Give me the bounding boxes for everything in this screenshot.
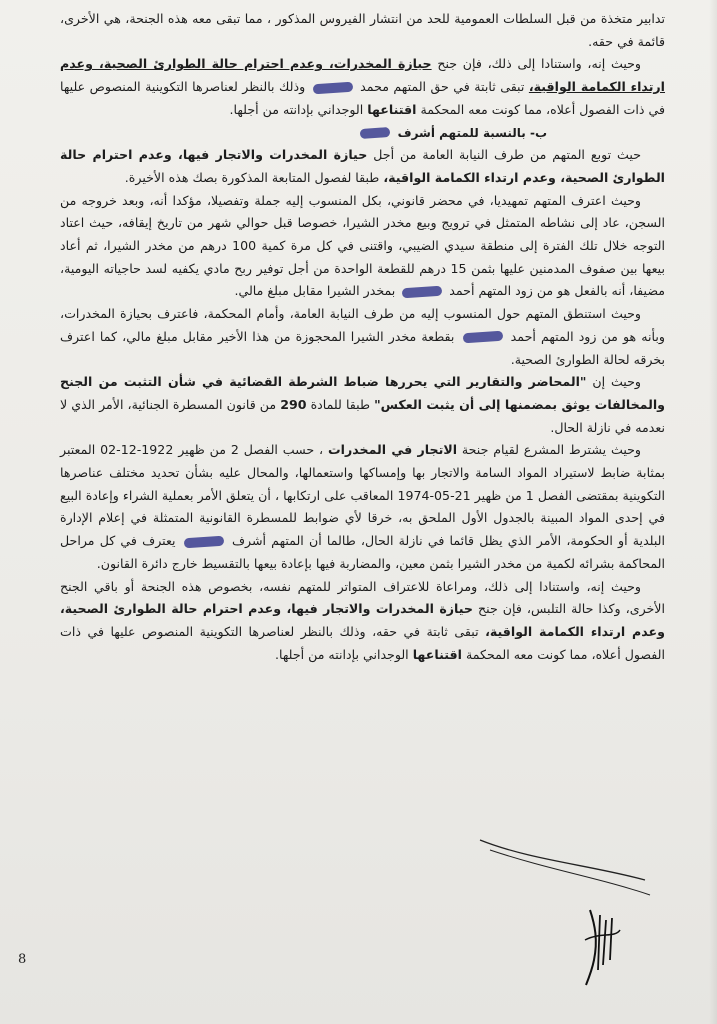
bold-charges: حيازة المخدرات، وعدم احترام حالة الطوارئ الصحية، وعدم ارتداء الكمامة الواقية،	[60, 56, 665, 95]
paragraph-2	[60, 144, 665, 189]
signature-icon	[470, 820, 660, 990]
subheading-text: ب- بالنسبة للمتهم أشرف	[397, 125, 547, 140]
text: طبقا لفصول المتابعة المذكورة بصك هذه الأخيرة.	[124, 169, 380, 185]
text: يعترف في كل مراحل المحاكمة بشرائه لكمية من مخدر الشيرا بثمن معين، والمضاربة فيها بإعادة بيعها بالتقسيط خارج دائرة القانون.	[60, 533, 665, 571]
text: الوجداني بإدانته من أجلها.	[229, 101, 364, 117]
article-number: 290	[280, 396, 307, 412]
handwritten-signature	[470, 820, 660, 990]
paragraph-4	[60, 303, 665, 371]
text: وحيث إنه، واستنادا إلى ذلك، ومراعاة للاعتراف المتواتر للمتهم نفسه، بخصوص هذه الجنحة أو باقي الجنح الأخرى، وكذا حالة التلبس، فإن جنح	[60, 578, 665, 617]
text: طبقا للمادة	[310, 396, 370, 412]
redaction-mark	[402, 286, 443, 299]
paragraph-0	[60, 8, 665, 53]
text: بمخدر الشيرا مقابل مبلغ مالي.	[234, 283, 396, 299]
paragraph-3	[60, 190, 665, 304]
text: بقطعة مخدر الشيرا المحجوزة من هذا الأخير مقابل مبلغ مالي، كما اعترف بخرقه لحالة الطوارئ الصحية.	[60, 328, 665, 367]
redaction-mark	[312, 81, 353, 94]
redaction-mark	[462, 331, 503, 344]
bold-term: اقتناعها	[412, 646, 462, 662]
text: من قانون المسطرة الجنائية، الأمر الذي لا نعدمه في نازلة الحال.	[60, 396, 665, 435]
bold-term: اقتناعها	[367, 101, 417, 117]
judgment-text	[60, 8, 665, 666]
paragraph-7	[60, 576, 665, 667]
text: تبقى ثابتة في حقه، وذلك بالنظر لعناصرها التكوينية المنصوص عليها في ذات الفصول أعلاه، مما كونت معه المحكمة	[60, 623, 665, 662]
text: وحيث إن	[592, 374, 641, 390]
bold-charge: الاتجار في المخدرات	[328, 442, 458, 458]
section-subheading	[60, 122, 665, 145]
text: تبقى ثابتة في حق المتهم محمد	[360, 79, 525, 95]
page-edge-shadow	[709, 0, 717, 1024]
bold-charges: حيازة المخدرات والاتجار فيها، وعدم احترام حالة الطوارئ الصحية، وعدم ارتداء الكمامة الواقية،	[60, 147, 665, 185]
text: وحيث إنه، واستنادا إلى ذلك، فإن جنح	[437, 56, 641, 72]
paragraph-1	[60, 53, 665, 121]
text: ، حسب الفصل 2 من ظهير 1922-12-02 المعتبر بمثابة ضابط لاستيراد المواد السامة والاتجار بها وإمساكها واستعمالها، والمحال عليه بشأن تحديد مختلف عناصرها التكوينية بمقتضى الفصل 1 من ظهير 21-05-1974 المعاقب على ارتكابها ، أن يتعلق الأمر بعملية الشراء وإعادة البيع في إحدى المواد المبينة بالجدول الأول الملحق به، خرقا لأي ضوابط للمسطرة القانونية المتمثلة في إعلام الإدارة البلدية أو الحكومة، الأمر الذي يظل قائما في نازلة الحال، طالما أن المتهم أشرف	[60, 442, 665, 549]
bold-charges: حيازة المخدرات والاتجار فيها، وعدم احترام حالة الطوارئ الصحية، وعدم ارتداء الكمامة الواقية،	[60, 601, 665, 639]
redaction-mark	[183, 535, 224, 548]
text: وحيث اعترف المتهم تمهيديا، في محضر قانوني، بكل المنسوب إليه جملة وتفصيلا، مؤكدا أنه، وبعد خروجه من السجن، عاد إلى نشاطه المتمثل في ترويج وبيع مخدر الشيرا، خصوصا قبل حوالي شهر من تاريخ إيقافه، حيث اعتاد التوجه خلال تلك الفترة إلى منطقة سيدي الضيبي، واقتنى في كل مرة كمية 100 درهم من مخدر الشيرا، ثم أعاد بيعها بين صفوف المدمنين عليها بثمن 15 درهم للقطعة الواحدة من أجل توفير ربح مادي يكفيه لسد حاجياته اليومية، مضيفا، أنه بالفعل هو من زود المتهم أحمد	[60, 192, 665, 299]
text: الوجداني بإدانته من أجلها.	[275, 646, 409, 662]
bold-quote: "المحاضر والتقارير التي يحررها ضباط الشرطة القضائية في شأن التثبت من الجنح والمخالفات يوثق بمضمنها إلى أن يثبت العكس"	[60, 374, 665, 412]
text: حيث توبع المتهم من طرف النيابة العامة من أجل	[373, 147, 641, 163]
page-number: 8	[18, 952, 27, 967]
text: وحيث يشترط المشرع لقيام جنحة	[461, 442, 641, 458]
text: وحيث استنطق المتهم حول المنسوب إليه من طرف النيابة العامة، وأمام المحكمة، فاعترف بحيازة المخدرات، وبأنه هو من زود المتهم أحمد	[60, 306, 665, 344]
paragraph-6	[60, 439, 665, 575]
paragraph-5	[60, 371, 665, 439]
text: وذلك بالنظر لعناصرها التكوينية المنصوص عليها في ذات الفصول أعلاه، مما كونت معه المحكمة	[60, 79, 665, 117]
text: تدابير متخذة من قبل السلطات العمومية للحد من انتشار الفيروس المذكور ، مما تبقى معه هذه الجنحة، هي الأخرى، قائمة في حقه.	[60, 11, 665, 49]
redaction-mark	[360, 127, 391, 139]
